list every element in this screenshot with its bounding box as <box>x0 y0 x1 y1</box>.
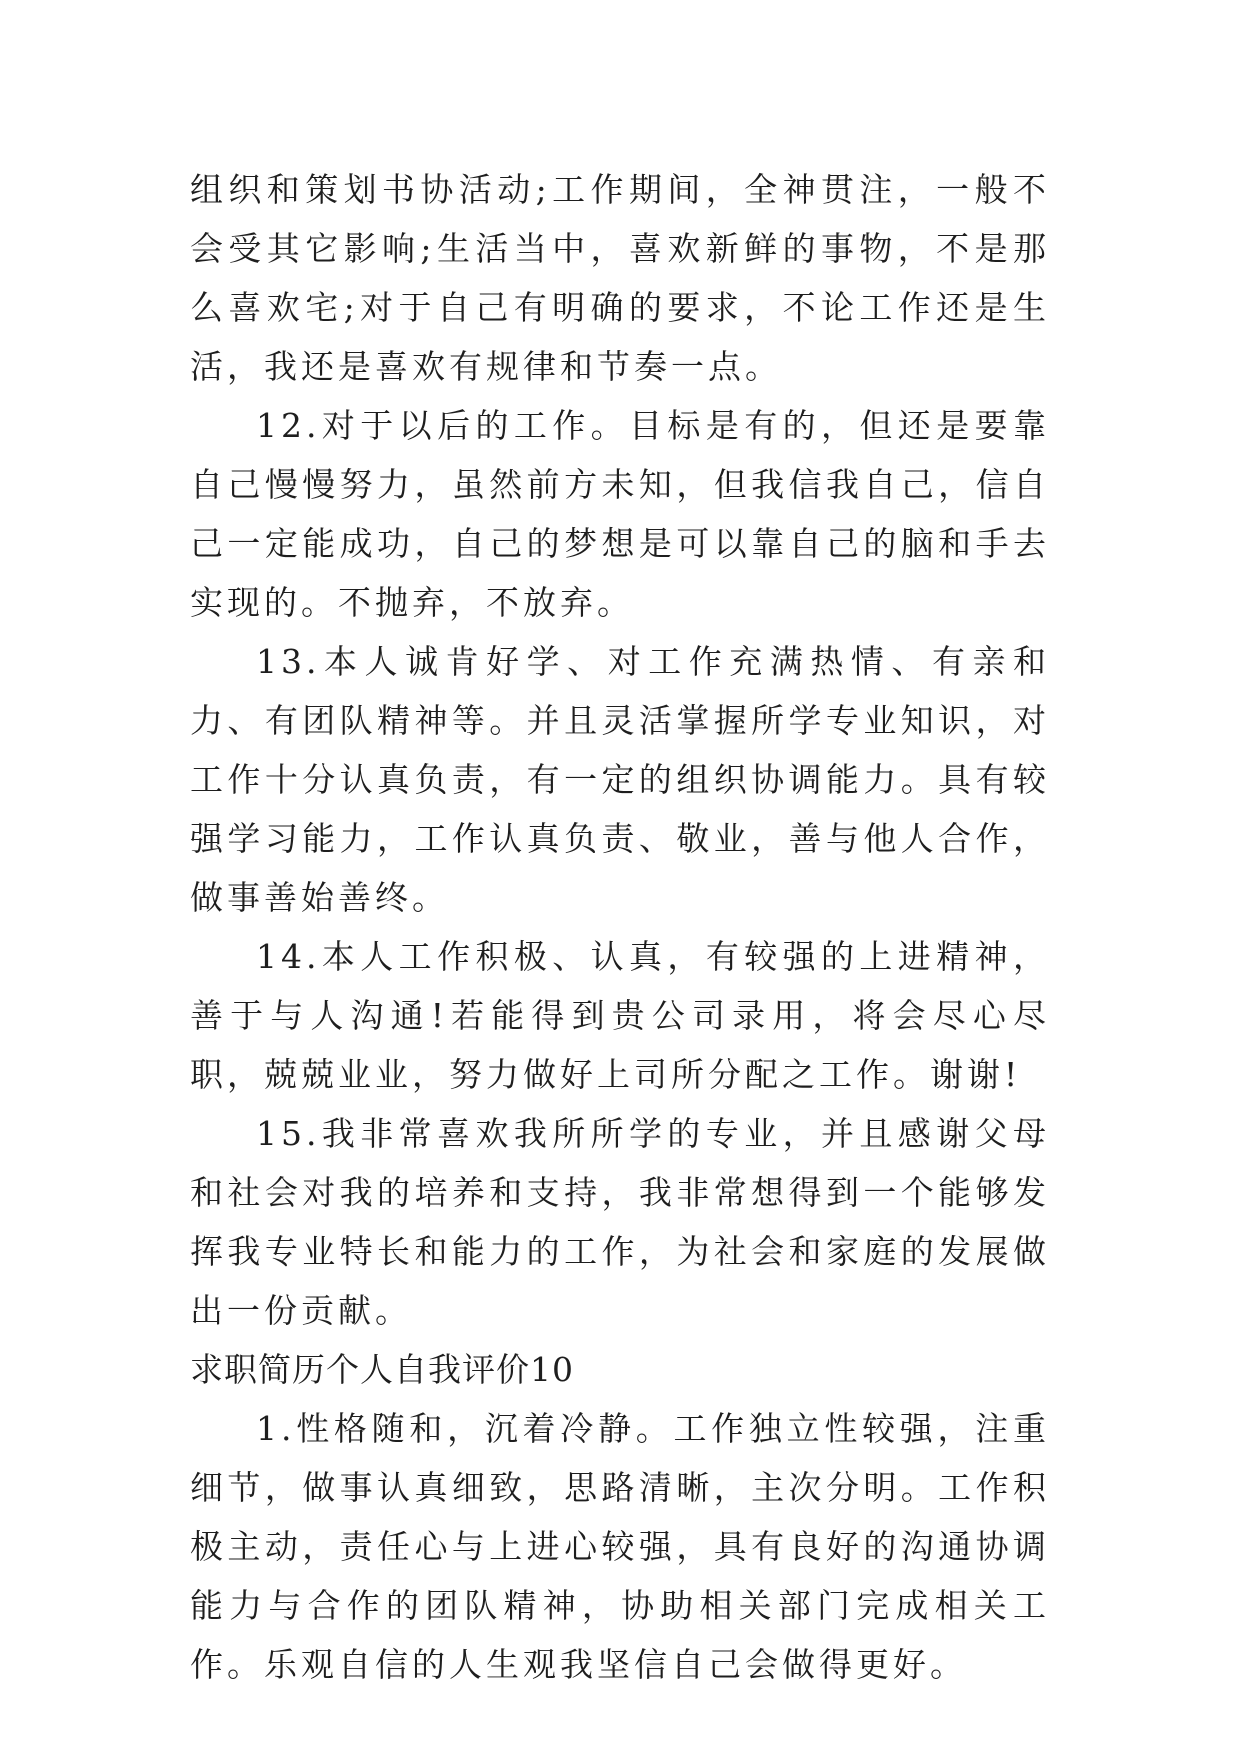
paragraph-continuation: 组织和策划书协活动;工作期间，全神贯注，一般不会受其它影响;生活当中，喜欢新鲜的事物，不是那么喜欢宅;对于自己有明确的要求，不论工作还是生活，我还是喜欢有规律和节奏一点。 <box>190 170 1050 386</box>
paragraph-item-14: 14.本人工作积极、认真，有较强的上进精神，善于与人沟通!若能得到贵公司录用，将会尽心尽职，兢兢业业，努力做好上司所分配之工作。谢谢! <box>190 937 1050 1094</box>
section-heading: 求职简历个人自我评价10 <box>190 1350 574 1389</box>
paragraph-item-1: 1.性格随和，沉着冷静。工作独立性较强，注重细节，做事认真细致，思路清晰，主次分明。工作积极主动，责任心与上进心较强，具有良好的沟通协调能力与合作的团队精神，协助相关部门完成相关工作。乐观自信的人生观我坚信自己会做得更好。 <box>190 1409 1050 1684</box>
paragraph-item-12: 12.对于以后的工作。目标是有的，但还是要靠自己慢慢努力，虽然前方未知，但我信我自己，信自己一定能成功，自己的梦想是可以靠自己的脑和手去实现的。不抛弃，不放弃。 <box>190 406 1050 622</box>
document-body <box>190 160 1050 1694</box>
paragraph-item-13: 13.本人诚肯好学、对工作充满热情、有亲和力、有团队精神等。并且灵活掌握所学专业知识，对工作十分认真负责，有一定的组织协调能力。具有较强学习能力，工作认真负责、敬业，善与他人合作，做事善始善终。 <box>190 642 1050 917</box>
paragraph-item-15: 15.我非常喜欢我所所学的专业，并且感谢父母和社会对我的培养和支持，我非常想得到一个能够发挥我专业特长和能力的工作，为社会和家庭的发展做出一份贡献。 <box>190 1114 1050 1330</box>
